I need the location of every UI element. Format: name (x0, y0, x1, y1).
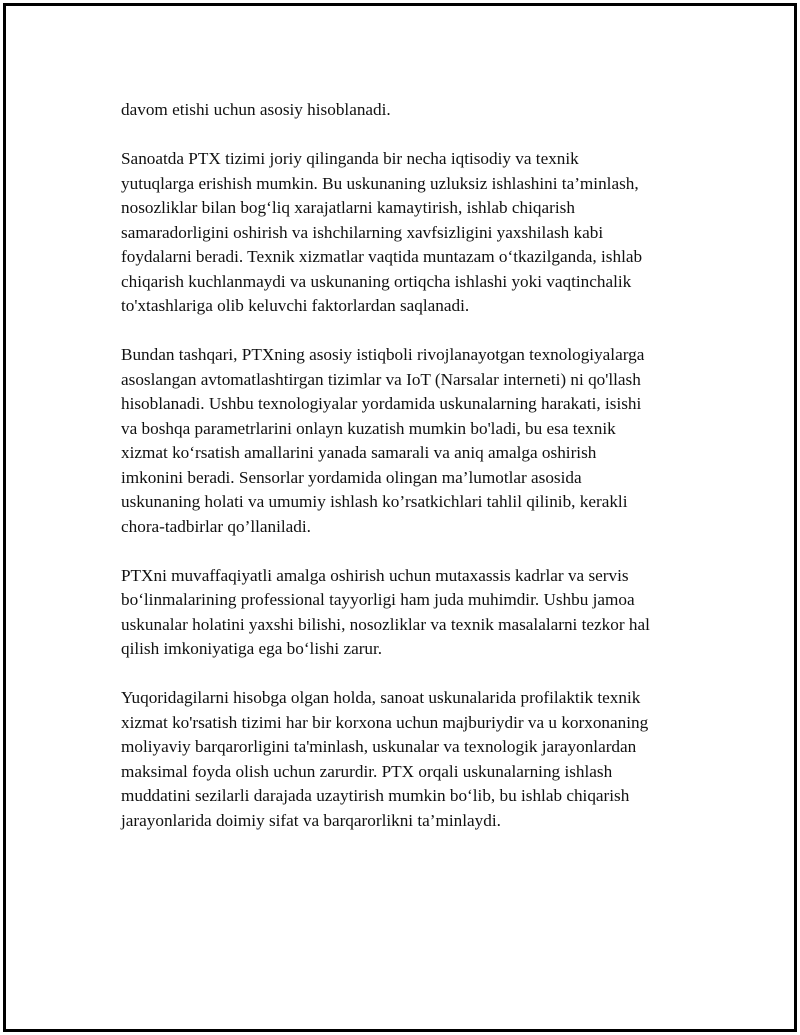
text-line: moliyaviy barqarorligini ta'minlash, uskunalar va texnologik jarayonlardan (121, 737, 637, 756)
text-line: samaradorligini oshirish va ishchilarning xavfsizligini yaxshilash kabi (121, 222, 604, 242)
text-line: chiqarish kuchlanmaydi va uskunaning ortiqcha ishlashi yoki vaqtinchalik (121, 271, 632, 291)
text-line: va boshqa parametrlarini onlayn kuzatish mumkin bo'ladi, bu esa texnik (121, 418, 616, 438)
text-line: qilish imkoniyatiga ega bo‘lishi zarur. (121, 639, 383, 658)
text-line: xizmat ko‘rsatish amallarini yanada samarali va aniq amalga oshirish (121, 443, 597, 462)
text-line: Sanoatda PTX tizimi joriy qilinganda bir necha iqtisodiy va texnik (121, 149, 579, 168)
text-line: foydalarni beradi. Texnik xizmatlar vaqtida muntazam o‘tkazilganda, ishlab (121, 247, 643, 266)
paragraph (121, 343, 701, 539)
page-frame (3, 3, 797, 1032)
paragraph (121, 564, 701, 662)
text-line: hisoblanadi. Ushbu texnologiyalar yordamida uskunalarning harakati, isishi (121, 394, 642, 413)
paragraph (121, 98, 701, 123)
text-line: Bundan tashqari, PTXning asosiy istiqboli rivojlanayotgan texnologiyalarga (121, 345, 645, 364)
text-line: chora-tadbirlar qo’llaniladi. (121, 516, 311, 536)
document-body (121, 98, 701, 858)
text-line: xizmat ko'rsatish tizimi har bir korxona uchun majburiydir va u korxonaning (121, 712, 649, 732)
text-line: maksimal foyda olish uchun zarurdir. PTX orqali uskunalarning ishlash (121, 761, 613, 781)
paragraph (121, 147, 701, 319)
text-line: bo‘linmalarining professional tayyorligi ham juda muhimdir. Ushbu jamoa (121, 590, 635, 609)
paragraph (121, 686, 701, 833)
text-line: asoslangan avtomatlashtirgan tizimlar va IoT (Narsalar interneti) ni qo'llash (121, 369, 641, 389)
text-line: nosozliklar bilan bog‘liq xarajatlarni kamaytirish, ishlab chiqarish (121, 198, 575, 217)
text-line: Yuqoridagilarni hisobga olgan holda, sanoat uskunalarida profilaktik texnik (121, 688, 641, 707)
text-line: yutuqlarga erishish mumkin. Bu uskunaning uzluksiz ishlashini ta’minlash, (121, 173, 639, 193)
text-line: to'xtashlariga olib keluvchi faktorlardan saqlanadi. (121, 296, 470, 315)
text-line: muddatini sezilarli darajada uzaytirish mumkin bo‘lib, bu ishlab chiqarish (121, 786, 630, 805)
text-line: PTXni muvaffaqiyatli amalga oshirish uchun mutaxassis kadrlar va servis (121, 565, 629, 585)
text-line: uskunaning holati va umumiy ishlash ko’rsatkichlari tahlil qilinib, kerakli (121, 492, 628, 511)
text-line: uskunalar holatini yaxshi bilishi, nosozliklar va texnik masalalarni tezkor hal (121, 614, 650, 634)
text-line: imkonini beradi. Sensorlar yordamida olingan ma’lumotlar asosida (121, 467, 582, 487)
text-line: davom etishi uchun asosiy hisoblanadi. (121, 100, 391, 119)
text-line: jarayonlarida doimiy sifat va barqarorlikni ta’minlaydi. (121, 810, 501, 830)
